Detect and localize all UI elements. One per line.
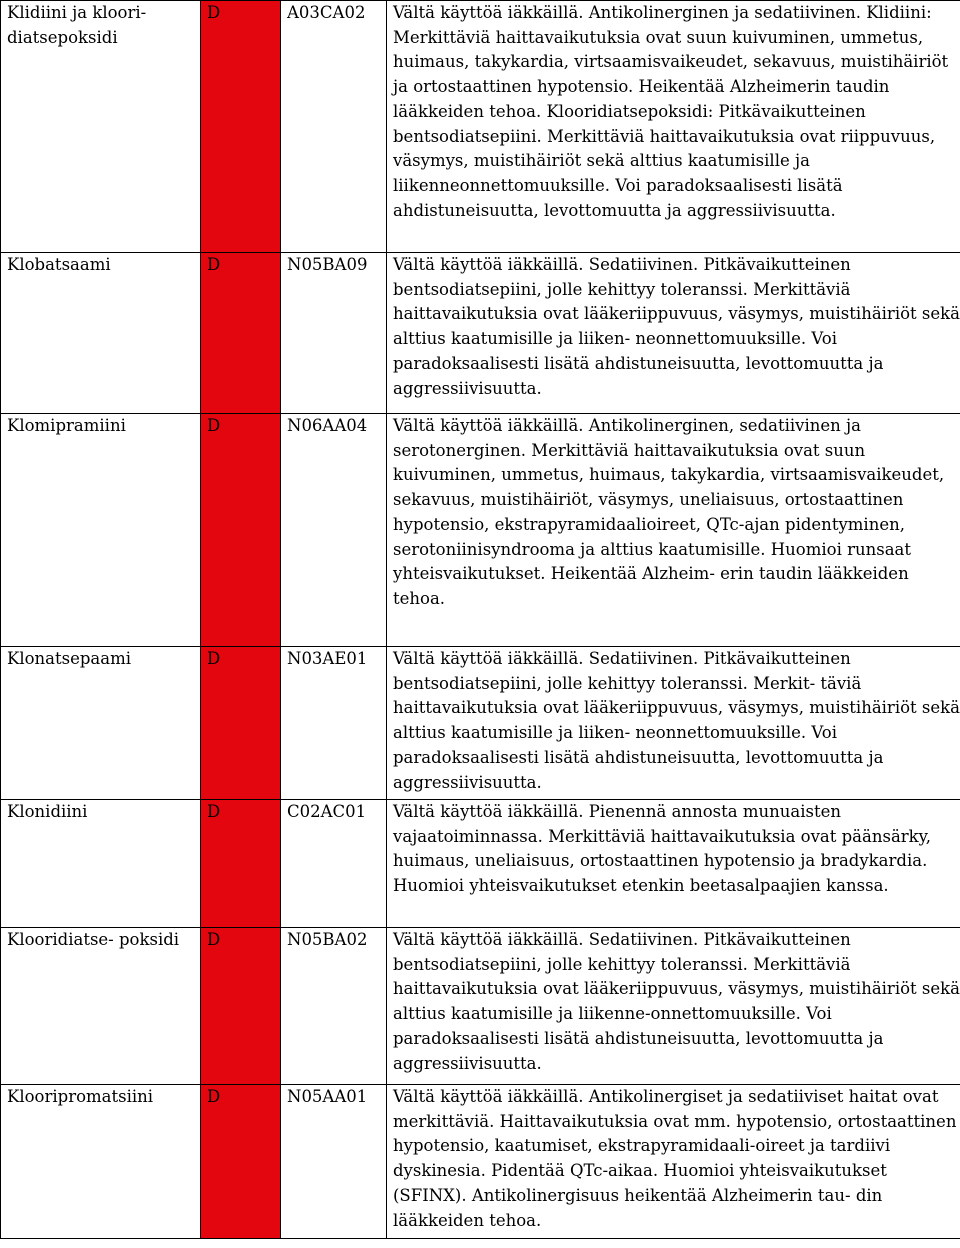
atc-code: N05BA09 (281, 253, 387, 414)
table-row (1, 647, 960, 800)
atc-code: N03AE01 (281, 647, 387, 800)
drug-description: Vältä käyttöä iäkkäillä. Sedatiivinen. Pitkävaikutteinen bentsodiatsepiini, jolle kehittyy toleranssi. Merkittäviä haittavaikutuksia ovat lääkeriippuvuus, väsymys, muistihäiriöt sekä alttius kaatumisille ja liiken- neonnettomuuksille. Voi paradoksaalisesti lisätä ahdistuneisuutta, levottomuutta ja aggressiivisuutta. (387, 253, 960, 414)
table-row (1, 1, 960, 253)
class-cell: D (201, 928, 281, 1085)
drug-name: Klooridiatse- poksidi (1, 928, 201, 1085)
atc-code: N06AA04 (281, 414, 387, 647)
class-cell: D (201, 1085, 281, 1239)
atc-code: N05AA01 (281, 1085, 387, 1239)
drug-name: Klonidiini (1, 800, 201, 928)
drug-description: Vältä käyttöä iäkkäillä. Sedatiivinen. Pitkävaikutteinen bentsodiatsepiini, jolle kehittyy toleranssi. Merkit- täviä haittavaikutuksia ovat lääkeriippuvuus, väsymys, muistihäiriöt sekä alttius kaatumisille ja liiken- neonnettomuuksille. Voi paradoksaalisesti lisätä ahdistuneisuutta, levottomuutta ja aggressiivisuutta. (387, 647, 960, 800)
table-row (1, 928, 960, 1085)
drug-description: Vältä käyttöä iäkkäillä. Antikolinergiset ja sedatiiviset haitat ovat merkittäviä. Haittavaikutuksia ovat mm. hypotensio, ortostaattinen hypotensio, kaatumiset, ekstrapyramidaali-oireet ja tardiivi dyskinesia. Pidentää QTc-aikaa. Huomioi yhteisvaikutukset (SFINX). Antikolinergisuus heikentää Alzheimerin tau- din lääkkeiden tehoa. (387, 1085, 960, 1239)
table-row (1, 800, 960, 928)
class-cell: D (201, 647, 281, 800)
drug-description: Vältä käyttöä iäkkäillä. Sedatiivinen. Pitkävaikutteinen bentsodiatsepiini, jolle kehittyy toleranssi. Merkittäviä haittavaikutuksia ovat lääkeriippuvuus, väsymys, muistihäiriöt sekä alttius kaatumisille ja liikenne-onnettomuuksille. Voi paradoksaalisesti lisätä ahdistuneisuutta, levottomuutta ja aggressiivisuutta. (387, 928, 960, 1085)
drug-name: Klooripromatsiini (1, 1085, 201, 1239)
drug-description: Vältä käyttöä iäkkäillä. Antikolinerginen, sedatiivinen ja serotonerginen. Merkittäviä haittavaikutuksia ovat suun kuivuminen, ummetus, huimaus, takykardia, virtsaamisvaikeudet, sekavuus, muistihäiriöt, väsymys, uneliaisuus, ortostaattinen hypotensio, ekstrapyramidaalioireet, QTc-ajan pidentyminen, serotoniinisyndrooma ja alttius kaatumisille. Huomioi runsaat yhteisvaikutukset. Heikentää Alzheim- erin taudin lääkkeiden tehoa. (387, 414, 960, 647)
drug-name: Klonatsepaami (1, 647, 201, 800)
atc-code: A03CA02 (281, 1, 387, 253)
table-row (1, 1085, 960, 1239)
drug-name: Klobatsaami (1, 253, 201, 414)
class-cell: D (201, 1, 281, 253)
table-row (1, 253, 960, 414)
atc-code: C02AC01 (281, 800, 387, 928)
drug-name: Klidiini ja kloori- diatsepoksidi (1, 1, 201, 253)
drug-description: Vältä käyttöä iäkkäillä. Antikolinerginen ja sedatiivinen. Klidiini: Merkittäviä haittavaikutuksia ovat suun kuivuminen, ummetus, huimaus, takykardia, virtsaamisvaikeudet, sekavuus, muistihäiriöt ja ortostaattinen hypotensio. Heikentää Alzheimerin taudin lääkkeiden tehoa. Klooridiatsepoksidi: Pitkävaikutteinen bentsodiatsepiini. Merkittäviä haittavaikutuksia ovat riippuvuus, väsymys, muistihäiriöt sekä alttius kaatumisille ja liikenneonnettomuuksille. Voi paradoksaalisesti lisätä ahdistuneisuutta, levottomuutta ja aggressiivisuutta. (387, 1, 960, 253)
table-row (1, 414, 960, 647)
class-cell: D (201, 800, 281, 928)
atc-code: N05BA02 (281, 928, 387, 1085)
drug-description: Vältä käyttöä iäkkäillä. Pienennä annosta munuaisten vajaatoiminnassa. Merkittäviä haittavaikutuksia ovat päänsärky, huimaus, uneliaisuus, ortostaattinen hypotensio ja bradykardia. Huomioi yhteisvaikutukset etenkin beetasalpaajien kanssa. (387, 800, 960, 928)
class-cell: D (201, 414, 281, 647)
drug-name: Klomipramiini (1, 414, 201, 647)
class-cell: D (201, 253, 281, 414)
